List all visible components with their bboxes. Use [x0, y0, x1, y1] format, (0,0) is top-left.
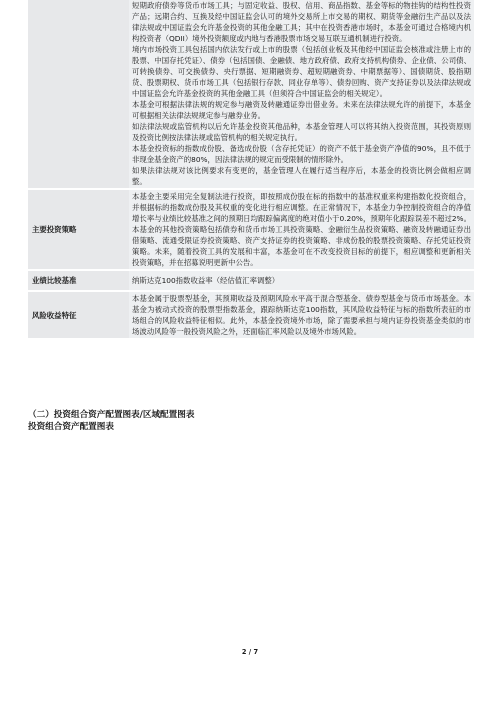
table-row-risk-return [28, 291, 474, 339]
table-row-investment-strategy [28, 189, 474, 270]
benchmark-text: 纳斯达克100指数收益率（经估值汇率调整） [132, 276, 280, 285]
scope-paragraph: 境内市场投资工具包括国内依法发行或上市的股票（包括创业板及其他经中国证监会核准或注册上市的股票、中国存托凭证）、债券（包括国债、金融债、地方政府债、政府支持机构债券、企业债、公司债、可转换债券、可交换债券、央行票据、短期融资券、超短期融资券、中期票据等）、国债期货、股指期货、股票期权、货币市场工具（包括银行存款、同业存单等）、债券回购、资产支持证券以及法律法规或中国证监会允许基金投资的其他金融工具（但须符合中国证监会的相关规定）。 [132, 45, 471, 98]
scope-paragraph: 如果法律法规对该比例要求有变更的，基金管理人在履行适当程序后，本基金的投资比例会做相应调整。 [132, 166, 471, 186]
row-label [28, 0, 129, 189]
row-content [129, 0, 474, 189]
strategy-paragraph: 本基金主要采用完全复制法进行投资，即按照成份股在标的指数中的基准权重来构建指数化投资组合，并根据标的指数成份股及其权重的变化进行相应调整。在正常情况下，本基金力争控制投资组合的净值增长率与业绩比较基准之间的预期日均跟踪偏离度的绝对值小于0.20%，预期年化跟踪误差不超过2%。本基金的其他投资策略包括债券和货币市场工具投资策略、金融衍生品投资策略、融资及转融通证券出借策略、流通受限证券投资策略、资产支持证券的投资策略、非成份股的股票投资策略、存托凭证投资策略。未来，随着投资工具的发展和丰富，本基金可在不改变投资目标的前提下，相应调整和更新相关投资策略，并在招募说明更新中公告。 [132, 192, 471, 267]
row-content [129, 270, 474, 291]
risk-paragraph: 本基金属于股票型基金，其预期收益及预期风险水平高于混合型基金、债券型基金与货币市场基金。本基金为被动式投资的股票型指数基金，跟踪纳斯达克100指数，其风险收益特征与标的指数所表征的市场组合的风险收益特征相似。此外，本基金投资境外市场，除了需要承担与境内证券投资基金类似的市场波动风险等一般投资风险之外，还面临汇率风险以及境外市场风险。 [132, 294, 471, 336]
scope-paragraph: 如法律法规或监管机构以后允许基金投资其他品种，本基金管理人可以将其纳入投资范围，其投资原则及投资比例按法律法规或监管机构的相关规定执行。 [132, 122, 471, 142]
row-label: 风险收益特征 [28, 291, 129, 339]
table-row-benchmark [28, 270, 474, 291]
row-label: 主要投资策略 [28, 189, 129, 270]
row-content [129, 189, 474, 270]
section-subheading: 投资组合资产配置图表 [28, 422, 114, 432]
row-content [129, 291, 474, 339]
fund-info-table [28, 0, 474, 340]
scope-paragraph: 短期政府债券等货币市场工具；与固定收益、股权、信用、商品指数、基金等标的物挂钩的结构性投资产品；远期合约、互换及经中国证监会认可的境外交易所上市交易的期权、期货等金融衍生产品以及法律法规或中国证监会允许基金投资的其他金融工具；其中在投资香港市场时，本基金可通过合格境内机构投资者（QDII）境外投资额度或内地与香港股票市场交易互联互通机制进行投资。 [132, 1, 471, 43]
row-label: 业绩比较基准 [28, 270, 129, 291]
section-heading: （二）投资组合资产配置图表/区域配置图表 [28, 410, 195, 420]
scope-paragraph: 本基金投资标的指数成份股、备选成份股（含存托凭证）的资产不低于基金资产净值的90%，且不低于非现金基金资产的80%，因法律法规的规定而受限制的情形除外。 [132, 144, 471, 164]
table-row-investment-scope [28, 0, 474, 189]
scope-paragraph: 本基金可根据法律法规的规定参与融资及转融通证券出借业务。未来在法律法规允许的前提下，本基金可根据相关法律法规规定参与融券业务。 [132, 100, 471, 120]
section-heading-block [28, 409, 474, 433]
page-number: 2 / 7 [241, 648, 259, 656]
